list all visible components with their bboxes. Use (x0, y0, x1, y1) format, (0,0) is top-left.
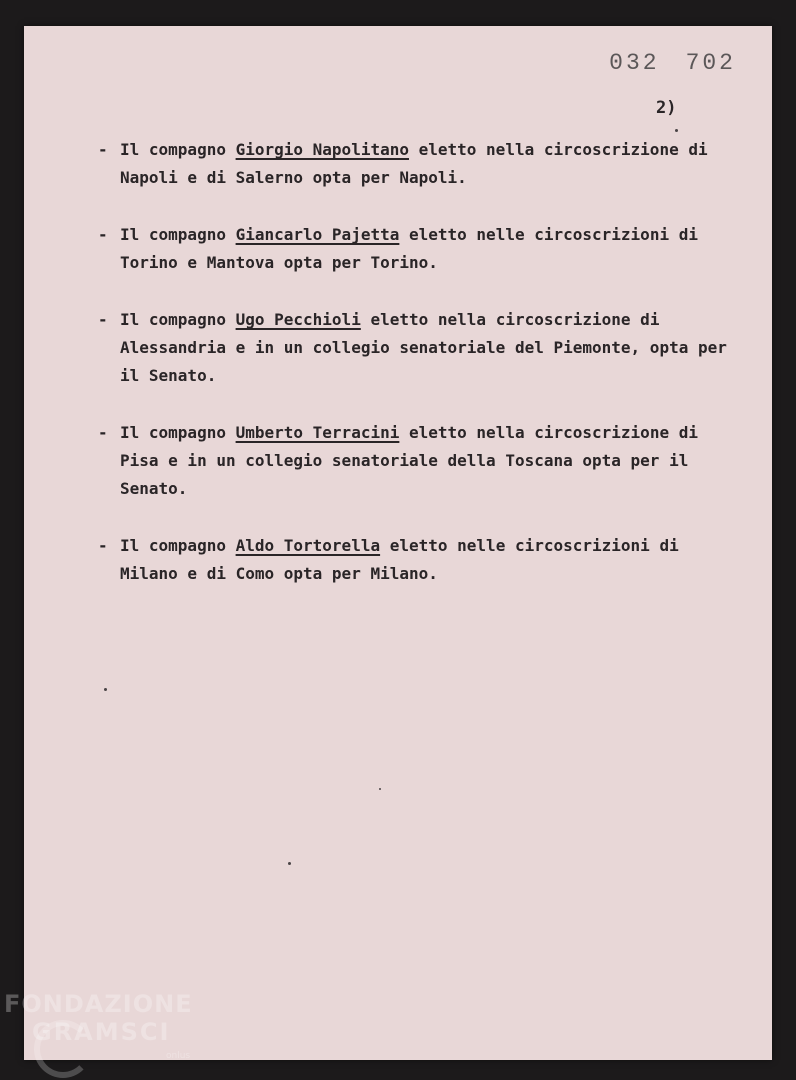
page-number: 2) (656, 98, 677, 118)
underlined-name: Aldo Tortorella (235, 536, 381, 555)
underlined-name: Giorgio Napolitano (235, 140, 409, 159)
underlined-name: Ugo Pecchioli (235, 310, 361, 329)
list-dash: - (98, 225, 108, 244)
archive-number-part-1: 032 (609, 50, 660, 76)
list-item (98, 221, 738, 277)
list-dash: - (98, 310, 108, 329)
list-dash: - (98, 423, 108, 442)
item-text: eletto nella circoscrizione di Pisa e in un collegio senatoriale della Toscana opta per il Senato. (120, 423, 698, 498)
list-item (98, 306, 738, 390)
gramsci-logo-icon (34, 1020, 92, 1078)
paper-speck (104, 688, 107, 691)
watermark-sub: onlus (166, 1051, 191, 1061)
item-text: eletto nella circoscrizione di Napoli e di Salerno opta per Napoli. (120, 140, 708, 187)
item-prefix: Il compagno (120, 310, 236, 329)
list-item (98, 532, 738, 588)
watermark-line-1: FONDAZIONE (4, 990, 193, 1018)
archive-number (609, 50, 736, 76)
list-dash: - (98, 536, 108, 555)
list-dash: - (98, 140, 108, 159)
watermark-line-2: GRAMSCI (32, 1018, 171, 1046)
underlined-name: Umberto Terracini (235, 423, 400, 442)
paper-speck (379, 788, 381, 790)
paper-speck (288, 862, 291, 865)
item-text: eletto nelle circoscrizioni di Milano e di Como opta per Milano. (120, 536, 679, 583)
resolution-list (98, 136, 738, 617)
list-item (98, 419, 738, 503)
document-page (24, 26, 772, 1060)
list-item (98, 136, 738, 192)
underlined-name: Giancarlo Pajetta (235, 225, 400, 244)
archive-watermark-logo (4, 990, 193, 1061)
item-text: eletto nella circoscrizione di Alessandria e in un collegio senatoriale del Piemonte, opta per il Senato. (120, 310, 727, 385)
item-prefix: Il compagno (120, 423, 236, 442)
item-prefix: Il compagno (120, 140, 236, 159)
item-prefix: Il compagno (120, 536, 236, 555)
item-text: eletto nelle circoscrizioni di Torino e Mantova opta per Torino. (120, 225, 698, 272)
item-prefix: Il compagno (120, 225, 236, 244)
archive-number-part-2: 702 (685, 50, 736, 76)
paper-speck (675, 129, 678, 132)
